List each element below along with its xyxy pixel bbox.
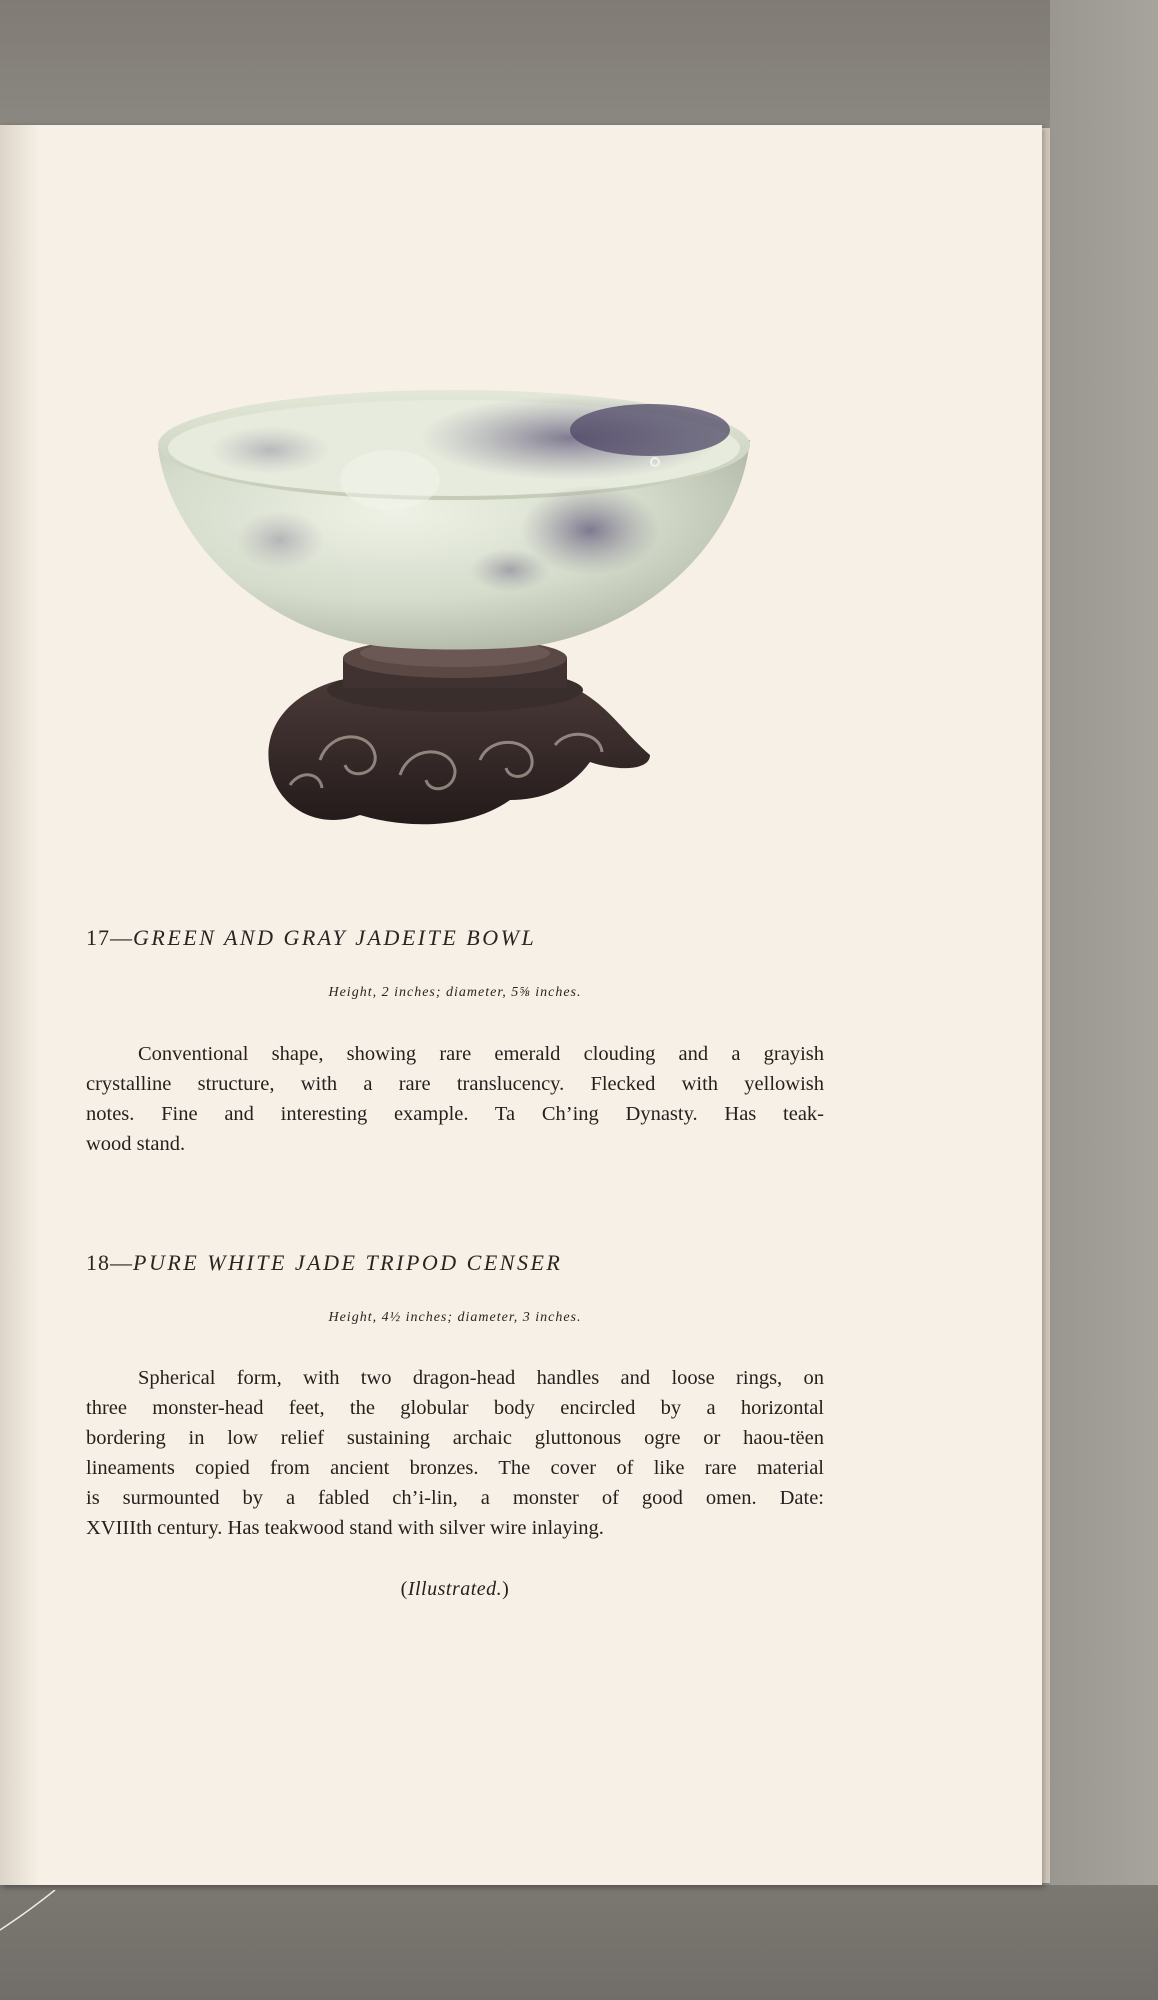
entry-18-line: is surmounted by a fabled ch’i-lin, a monster of good omen. Date: xyxy=(86,1487,824,1509)
entry-18-line: three monster-head feet, the globular body encircled by a horizontal xyxy=(86,1397,824,1419)
jade-bowl-plate xyxy=(150,360,760,865)
entry-18-line: lineaments copied from ancient bronzes. The cover of like rare material xyxy=(86,1457,824,1479)
illustrated-note xyxy=(86,1578,824,1601)
entry-18-number: 18— xyxy=(86,1250,133,1275)
entry-18-title: PURE WHITE JADE TRIPOD CENSER xyxy=(133,1250,563,1275)
backdrop-right xyxy=(1050,0,1158,2000)
entry-17-heading xyxy=(86,925,536,951)
jade-bowl xyxy=(158,390,750,650)
entry-17-line: crystalline structure, with a rare translucency. Flecked with yellowish xyxy=(86,1073,824,1095)
entry-17-line: wood stand. xyxy=(86,1133,186,1155)
illustrated-open-paren: ( xyxy=(400,1578,408,1600)
entry-18-line: Spherical form, with two dragon-head handles and loose rings, on xyxy=(138,1367,824,1389)
entry-18-dimensions: Height, 4½ inches; diameter, 3 inches. xyxy=(328,1310,582,1325)
entry-17-title: GREEN AND GRAY JADEITE BOWL xyxy=(133,925,537,950)
entry-17-line: notes. Fine and interesting example. Ta Ch’ing Dynasty. Has teak- xyxy=(86,1103,824,1125)
illustrated-label: Illustrated. xyxy=(407,1578,503,1600)
entry-17-description xyxy=(86,1039,824,1159)
gutter-shadow xyxy=(0,125,40,1885)
backdrop-top xyxy=(0,0,1158,125)
teakwood-stand xyxy=(268,638,650,824)
entry-17-line: Conventional shape, showing rare emerald clouding and a grayish xyxy=(138,1043,824,1065)
illustrated-close-paren: ) xyxy=(502,1578,510,1600)
entry-17-number: 17— xyxy=(86,925,133,950)
backdrop-bottom xyxy=(0,1885,1158,2000)
entry-18-description xyxy=(86,1363,824,1543)
entry-18-heading xyxy=(86,1250,562,1276)
loose-thread xyxy=(0,1890,60,1950)
entry-18-line: bordering in low relief sustaining archaic gluttonous ogre or haou-tëen xyxy=(86,1427,824,1449)
entry-18-line: XVIIIth century. Has teakwood stand with silver wire inlaying. xyxy=(86,1517,604,1539)
entry-17-dimensions: Height, 2 inches; diameter, 5⅝ inches. xyxy=(328,985,582,1000)
catalog-page xyxy=(0,125,1042,1885)
